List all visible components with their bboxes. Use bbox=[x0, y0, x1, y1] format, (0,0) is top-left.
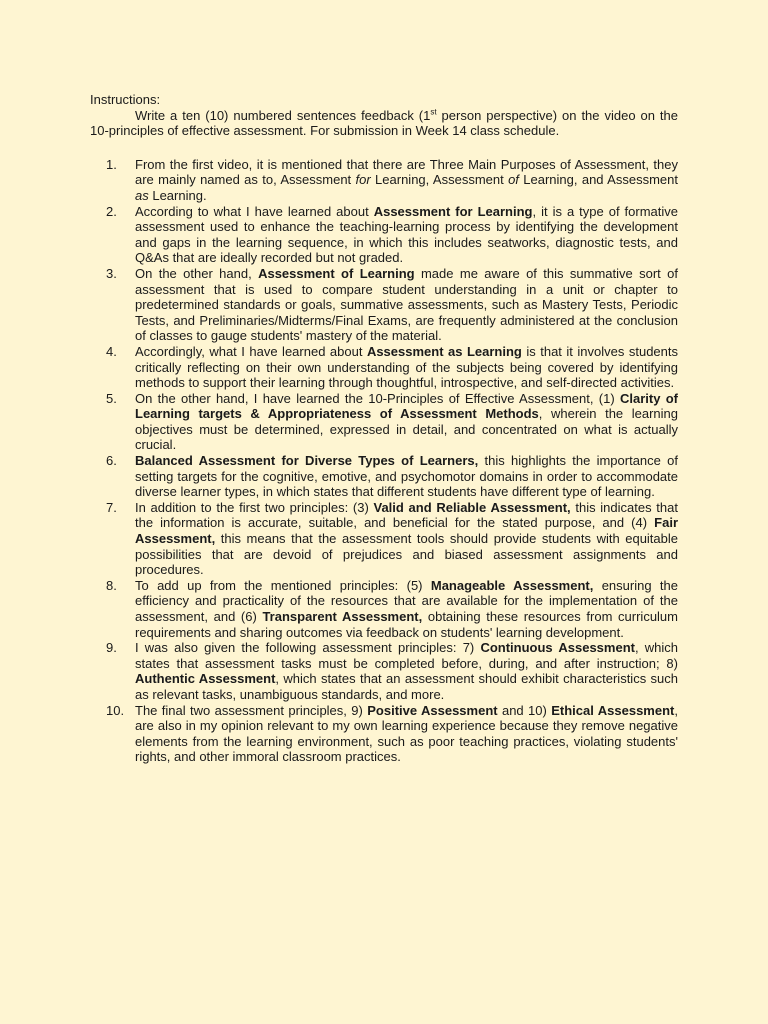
item-text: Learning, and Assessment bbox=[518, 172, 678, 188]
item-text: this means that the assessment tools should provide students with equitable possibilities that are devoid of prejudices and biased assessment assignments and procedures. bbox=[135, 531, 678, 578]
item-text: The final two assessment principles, 9) bbox=[135, 702, 368, 718]
bold-term: Clarity of Learning targets & Appropriateness of Assessment Methods bbox=[135, 390, 679, 422]
bold-term: Assessment of Learning bbox=[258, 265, 415, 281]
feedback-list bbox=[90, 157, 678, 765]
list-item bbox=[90, 391, 678, 453]
item-text: In addition to the first two principles: (3) bbox=[135, 499, 374, 515]
document-page bbox=[90, 92, 678, 765]
bold-term: Authentic Assessment bbox=[135, 671, 276, 687]
list-item-number: 2. bbox=[106, 203, 117, 219]
instructions-label: Instructions: bbox=[90, 92, 161, 107]
bold-term: Positive Assessment bbox=[367, 702, 498, 718]
item-text: , which states that an assessment should exhibit characteristics such as relevant tasks, unambiguous standards, and more. bbox=[135, 671, 678, 702]
list-item-number: 9. bbox=[106, 640, 117, 656]
list-item bbox=[90, 578, 678, 640]
list-item bbox=[90, 344, 678, 391]
list-item bbox=[90, 500, 678, 578]
list-item bbox=[90, 640, 678, 702]
item-text: I was also given the following assessment principles: 7) bbox=[135, 640, 481, 656]
item-text: obtaining these resources from curriculum requirements and sharing outcomes via feedback on students' learning development. bbox=[135, 609, 678, 640]
bold-term: Valid and Reliable Assessment, bbox=[373, 499, 571, 515]
item-text: Learning. bbox=[148, 187, 207, 203]
italic-term: as bbox=[135, 187, 149, 203]
italic-term: for bbox=[355, 172, 371, 188]
bold-term: Assessment for Learning bbox=[373, 203, 533, 219]
item-text: made me aware of this summative sort of assessment that is used to compare student understanding in a unit or chapter to predetermined standards or goals, summative assessments, such as Mastery Tests, Periodic Tests, and Preliminaries/Midterms/Final Exams, are frequently administered at the conclusion of classes to gauge students' mastery of the material. bbox=[135, 265, 678, 344]
item-text: Accordingly, what I have learned about bbox=[135, 343, 367, 359]
item-text: this indicates that the information is accurate, suitable, and beneficial for the stated purpose, and (4) bbox=[135, 499, 678, 531]
list-item-number: 1. bbox=[106, 156, 117, 172]
bold-term: Manageable Assessment, bbox=[430, 577, 594, 593]
list-item-number: 7. bbox=[106, 499, 117, 515]
instructions-text-a: Write a ten (10) numbered sentences feedback (1 bbox=[135, 107, 431, 123]
bold-term: Ethical Assessment bbox=[551, 702, 675, 718]
item-text: To add up from the mentioned principles: (5) bbox=[135, 577, 431, 593]
list-item bbox=[90, 157, 678, 204]
bold-term: Assessment as Learning bbox=[366, 343, 522, 359]
item-text: Learning, Assessment bbox=[370, 172, 509, 188]
list-item-number: 6. bbox=[106, 453, 117, 469]
list-item-number: 4. bbox=[106, 343, 117, 359]
item-text: , are also in my opinion relevant to my own learning experience because they remove negative elements from the learning environment, such as poor teaching practices, violating students' rights, and other immoral classroom practices. bbox=[135, 702, 678, 765]
item-text: On the other hand, I have learned the 10-Principles of Effective Assessment, (1) bbox=[135, 390, 620, 406]
instructions-text-b: person perspective) on the video on the 10-principles of effective assessment. For submission in Week 14 class schedule. bbox=[90, 107, 679, 139]
bold-term: Fair Assessment, bbox=[135, 515, 678, 547]
instructions-text bbox=[90, 108, 678, 139]
list-item-number: 3. bbox=[106, 265, 117, 281]
item-text: From the first video, it is mentioned that there are Three Main Purposes of Assessment, they are mainly named as to, Assessment bbox=[135, 156, 678, 188]
bold-term: Transparent Assessment, bbox=[262, 609, 423, 624]
list-item bbox=[90, 266, 678, 344]
item-text: and 10) bbox=[497, 702, 552, 718]
item-text: , which states that assessment tasks must be completed before, during, and after instruction; 8) bbox=[135, 640, 679, 671]
italic-term: of bbox=[508, 172, 519, 188]
item-text: , it is a type of formative assessment used to enhance the teaching-learning process by identifying the development and gaps in the learning sequence, in which this includes seatworks, diagnostic tests, and Q&As that are ideally recorded but not graded. bbox=[135, 203, 679, 266]
item-text: On the other hand, bbox=[135, 265, 259, 281]
list-item-number: 5. bbox=[106, 390, 117, 406]
bold-term: Balanced Assessment for Diverse Types of Learners, bbox=[135, 453, 479, 469]
item-text: this highlights the importance of setting targets for the cognitive, emotive, and psychomotor domains in order to accommodate diverse learner types, in which states that different students have different type of learning. bbox=[135, 453, 678, 500]
list-item bbox=[90, 703, 678, 765]
item-text: According to what I have learned about bbox=[135, 203, 374, 219]
bold-term: Continuous Assessment bbox=[480, 640, 635, 656]
item-text: , wherein the learning objectives must be determined, expressed in detail, and concentrated on what is actually crucial. bbox=[135, 406, 678, 453]
list-item bbox=[90, 453, 678, 500]
list-item-number: 8. bbox=[106, 577, 117, 593]
item-text: ensuring the efficiency and practicality of the resources that are available for the implementation of the assessment, and (6) bbox=[135, 577, 678, 624]
item-text: is that it involves students critically reflecting on their own understanding of the subjects being covered by identifying methods to support their learning through thoughtful, introspective, and self-directed activities. bbox=[135, 343, 678, 391]
list-item bbox=[90, 204, 678, 266]
list-item-number: 10. bbox=[106, 702, 125, 718]
ordinal-superscript: st bbox=[430, 107, 437, 117]
